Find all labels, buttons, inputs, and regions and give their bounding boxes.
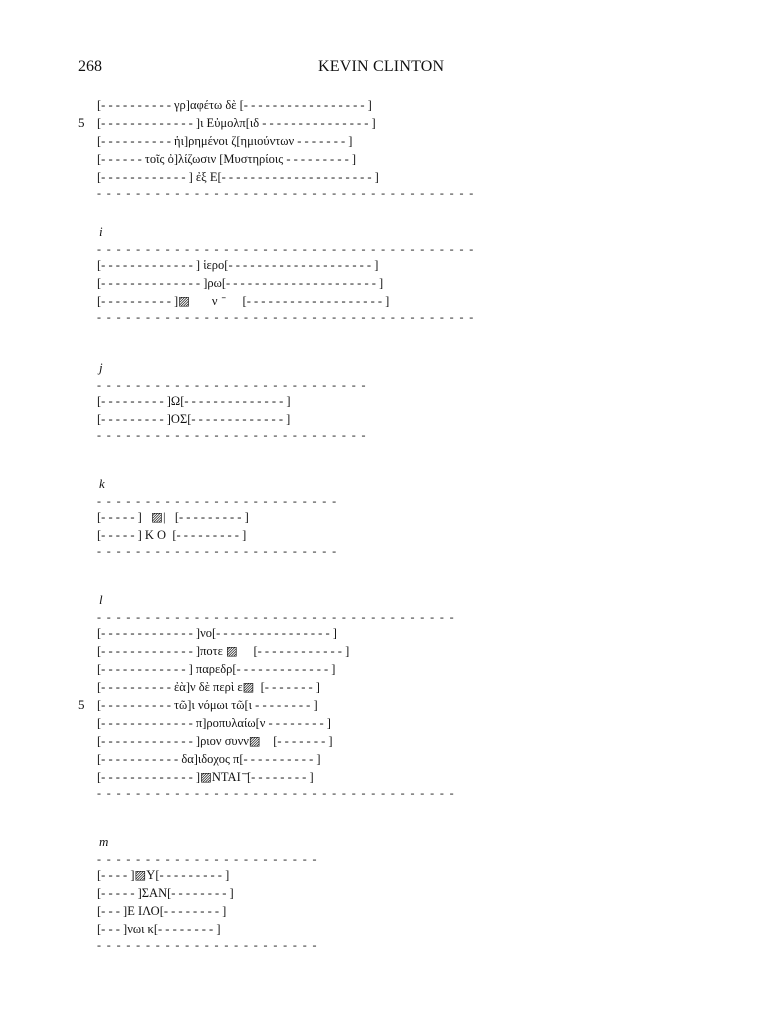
fragment-top-rule: - - - - - - - - - - - - - - - - - - - - - - - - -: [97, 494, 338, 508]
fragment-h: [78, 96, 475, 200]
fragment-j: [97, 358, 367, 442]
line-text: [- - - ]Ε ΙΛΟ[- - - - - - - - ]: [97, 904, 227, 918]
text-line: [97, 768, 455, 786]
line-text: [- - - - - ] Κ Ο [- - - - - - - - - ]: [97, 528, 247, 542]
line-text: [- - - - - - - - - - - - ] παρεδρ[- - - - - - - - - - - - - ]: [97, 662, 336, 676]
fragment-label: m: [99, 834, 109, 849]
line-text: [- - - - - - - - - - - - - ]▨ΝΤΑΙ ̄ ̄[- - - - - - - - ]: [97, 770, 314, 784]
text-line: [97, 274, 475, 292]
text-line: [97, 526, 338, 544]
fragment-bottom-rule: - - - - - - - - - - - - - - - - - - - - - - - - -: [97, 544, 338, 558]
fragment-bottom-rule: - - - - - - - - - - - - - - - - - - - - - - -: [97, 938, 318, 952]
page-header: [78, 58, 710, 80]
text-line: [97, 750, 455, 768]
text-line: [97, 132, 475, 150]
text-line: [97, 292, 475, 310]
line-text: [- - - - - - - - - ]ΟΣ[- - - - - - - - - - - - - ]: [97, 412, 291, 426]
text-line: [97, 660, 455, 678]
line-text: [- - - - - - - - - - ἡι]ρημένοι ζ[ημιούντων - - - - - - - ]: [97, 134, 353, 148]
fragment-top-rule: - - - - - - - - - - - - - - - - - - - - - - - - - - - -: [97, 378, 367, 392]
text-line: [78, 114, 475, 132]
line-text: [- - - - - ] ▨| [- - - - - - - - - ]: [97, 510, 249, 524]
line-text: [- - - - - - - - - - - - - - ]ρω[- - - - - - - - - - - - - - - - - - - - - ]: [97, 276, 384, 290]
line-text: [- - - - - - - - - - - - ] ἐξ Ε[- - - - - - - - - - - - - - - - - - - - - ]: [97, 170, 379, 184]
line-text: [- - - ]νωι κ[- - - - - - - - ]: [97, 922, 221, 936]
text-line: [97, 392, 367, 410]
text-line: [97, 884, 318, 902]
line-number: 5: [78, 115, 85, 130]
text-line: [78, 696, 455, 714]
fragment-m: [97, 832, 318, 952]
line-text: [- - - - - - - - - - - δα]ιδοχος π[- - - - - - - - - - ]: [97, 752, 321, 766]
text-line: [97, 902, 318, 920]
text-line: [97, 168, 475, 186]
text-line: [97, 410, 367, 428]
text-line: [97, 256, 475, 274]
fragment-bottom-rule: - - - - - - - - - - - - - - - - - - - - - - - - - - - - - - - - - - - - - - -: [97, 310, 475, 324]
text-line: [97, 150, 475, 168]
line-text: [- - - - - - - - - - - - - π]ροπυλαίω[ν - - - - - - - - ]: [97, 716, 331, 730]
line-text: [- - - - - - - - - - ]▨ ν ̄ [- - - - - - - - - - - - - - - - - - - ]: [97, 294, 390, 308]
fragment-bottom-rule: - - - - - - - - - - - - - - - - - - - - - - - - - - - - - - - - - - - - - - -: [97, 186, 475, 200]
fragment-top-rule: - - - - - - - - - - - - - - - - - - - - - - - - - - - - - - - - - - - - - - -: [97, 242, 475, 256]
fragment-top-rule: - - - - - - - - - - - - - - - - - - - - - - -: [97, 852, 318, 866]
fragment-bottom-rule: - - - - - - - - - - - - - - - - - - - - - - - - - - - - - - - - - - - - -: [97, 786, 456, 800]
fragment-i: [97, 222, 475, 324]
text-line: [97, 624, 455, 642]
text-line: [97, 714, 455, 732]
fragment-label: l: [99, 592, 103, 607]
line-text: [- - - - - - - - - - - - - ]νο[- - - - - - - - - - - - - - - - ]: [97, 626, 337, 640]
text-line: [97, 508, 338, 526]
text-line: [97, 732, 455, 750]
text-line: [97, 866, 318, 884]
line-text: [- - - - - - - - - - - - - ] ἱερο[- - - - - - - - - - - - - - - - - - - - ]: [97, 258, 379, 272]
line-text: [- - - - - - - - - - - - - ]ι Εὐμολπ[ιδ - - - - - - - - - - - - - - - ]: [97, 116, 376, 130]
line-text: [- - - - - - - - - ]Ω[- - - - - - - - - - - - - - ]: [97, 394, 291, 408]
line-text: [- - - - - - τοῖς ὀ]λίζωσιν [Μυστηρίοις - - - - - - - - - ]: [97, 152, 357, 166]
line-text: [- - - - - ]ΣΑΝ[- - - - - - - - ]: [97, 886, 234, 900]
fragment-bottom-rule: - - - - - - - - - - - - - - - - - - - - - - - - - - - -: [97, 428, 367, 442]
running-head: KEVIN CLINTON: [318, 58, 445, 75]
fragment-label: j: [99, 360, 103, 375]
fragment-l: [78, 590, 456, 800]
text-line: [97, 96, 475, 114]
text-line: [97, 678, 455, 696]
fragment-label: k: [99, 476, 105, 491]
page-number: 268: [78, 58, 102, 75]
fragment-top-rule: - - - - - - - - - - - - - - - - - - - - - - - - - - - - - - - - - - - - -: [97, 610, 456, 624]
fragment-label: i: [99, 224, 103, 239]
line-text: [- - - - - - - - - - - - - ]ποτε ▨ [- - - - - - - - - - - - ]: [97, 644, 350, 658]
line-number: 5: [78, 697, 85, 712]
line-text: [- - - - ]▨Υ[- - - - - - - - - ]: [97, 868, 230, 882]
line-text: [- - - - - - - - - - - - - ]ριον συνν▨ [- - - - - - - ]: [97, 734, 333, 748]
text-line: [97, 642, 455, 660]
text-line: [97, 920, 318, 938]
line-text: [- - - - - - - - - - τῶ]ι νόμωι τῶ[ι - - - - - - - - ]: [97, 698, 318, 712]
fragment-k: [97, 474, 338, 558]
line-text: [- - - - - - - - - - γρ]αφέτω δὲ [- - - - - - - - - - - - - - - - - ]: [97, 98, 372, 112]
line-text: [- - - - - - - - - - ἐὰ]ν δὲ περὶ ε▨ [- - - - - - - ]: [97, 680, 320, 694]
